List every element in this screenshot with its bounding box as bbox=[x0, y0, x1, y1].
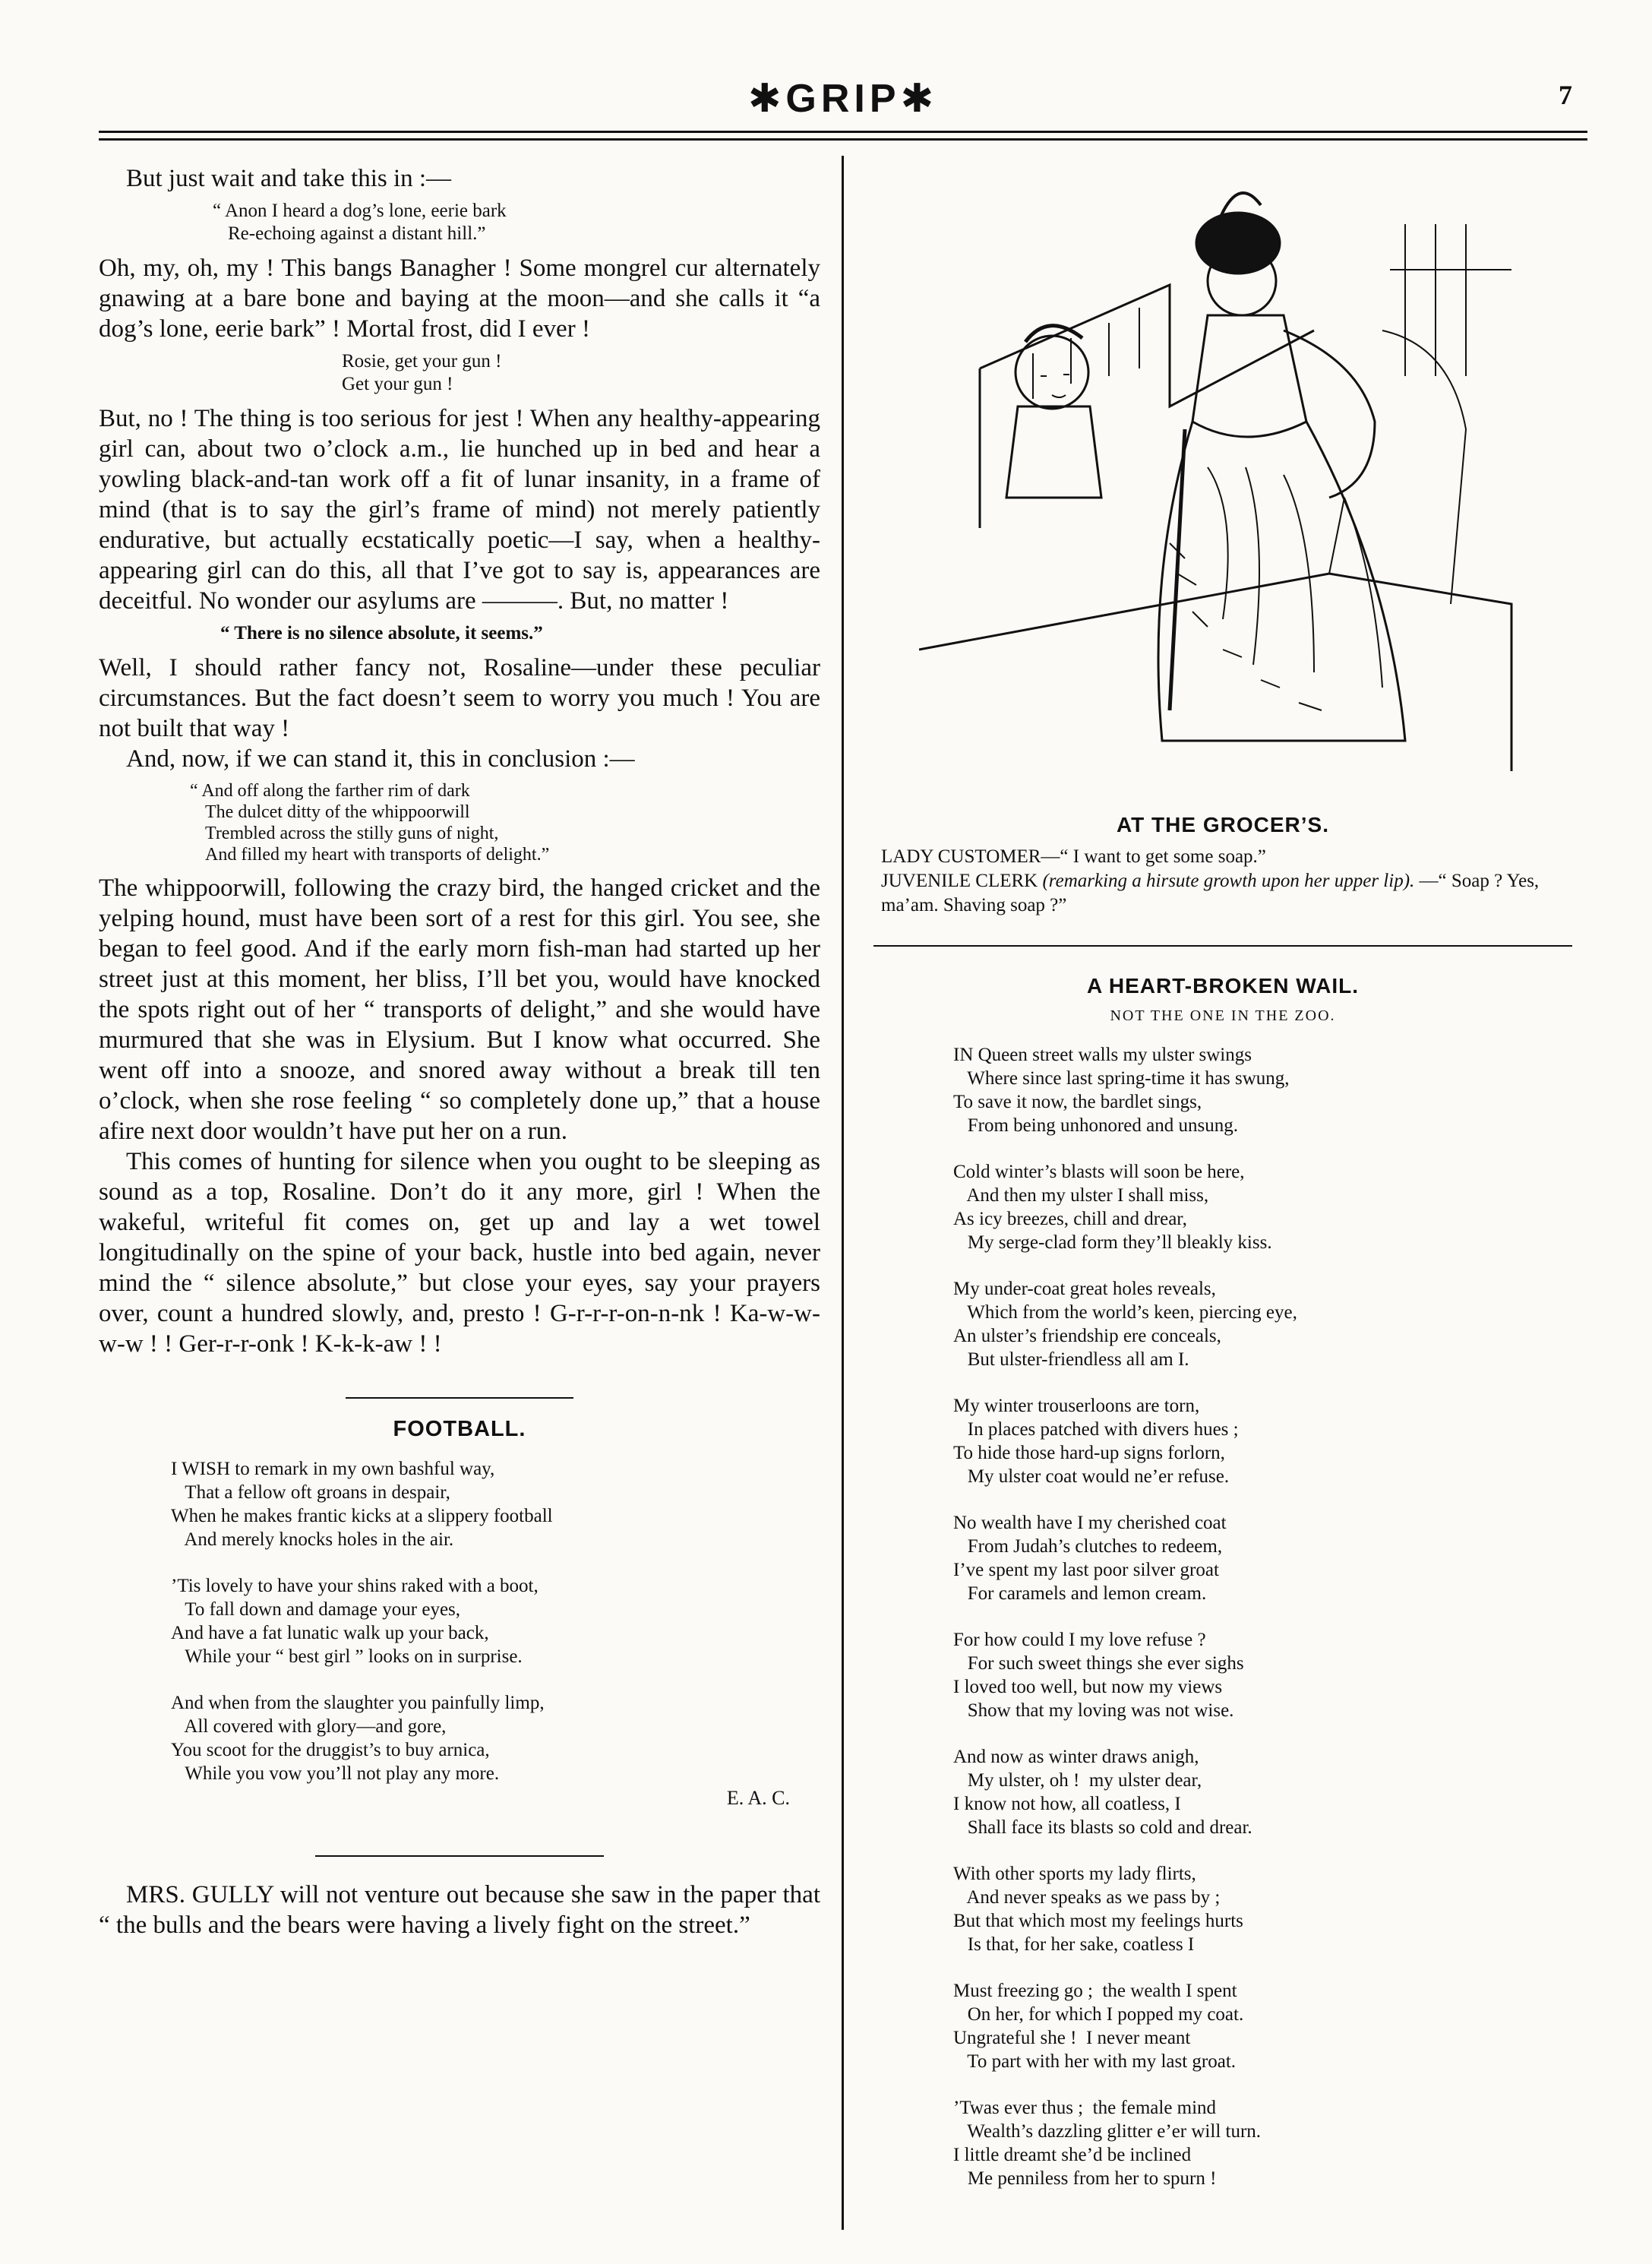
poem-line: IN Queen street walls my ulster swings bbox=[953, 1045, 1252, 1065]
gully-paragraph: MRS. GULLY will not venture out because she saw in the paper that “ the bulls and the bears were having a lively fight on the street.” bbox=[99, 1881, 820, 1939]
page-number: 7 bbox=[1559, 80, 1572, 110]
poem-line: On her, for which I popped my coat. bbox=[953, 2004, 1244, 2025]
poem-line: An ulster’s friendship ere conceals, bbox=[953, 1326, 1221, 1346]
poem-line: Me penniless from her to spurn ! bbox=[953, 2168, 1217, 2189]
poem-line: My under-coat great holes reveals, bbox=[953, 1279, 1216, 1299]
quote-line: And filled my heart with transports of delight.” bbox=[205, 845, 550, 865]
intro-text: But just wait and take this in :— bbox=[126, 165, 452, 192]
poem-line: Wealth’s dazzling glitter e’er will turn. bbox=[953, 2121, 1262, 2142]
poem-line: You scoot for the druggist’s to buy arnica, bbox=[171, 1740, 490, 1760]
poem-line: Shall face its blasts so cold and drear. bbox=[953, 1817, 1252, 1838]
poem-line: With other sports my lady flirts, bbox=[953, 1864, 1196, 1884]
poem-line: To part with her with my last groat. bbox=[953, 2051, 1237, 2072]
quote-line: “ And off along the farther rim of dark bbox=[190, 781, 470, 801]
paragraph-rosaline: Well, I should rather fancy not, Rosaline—under these peculiar circumstances. But the fact doesn’t seem to worry you much ! You are not built that way ! bbox=[99, 654, 820, 742]
section-rule bbox=[346, 1397, 573, 1399]
poem-line: My ulster coat would ne’er refuse. bbox=[953, 1466, 1230, 1487]
poem-stanza bbox=[953, 1277, 1580, 1371]
header-rule bbox=[99, 131, 1587, 133]
poem-line: For how could I my love refuse ? bbox=[953, 1630, 1206, 1650]
poem-line: To hide those hard-up signs forlorn, bbox=[953, 1443, 1225, 1463]
poem-stanza bbox=[953, 1745, 1580, 1839]
paragraph-hunting: This comes of hunting for silence when you ought to be sleeping as sound as a top, Rosaline. Don’t do it any more, girl ! When the wakeful, writeful fit comes on, get up and lay a wet towel longitudinally on the spine of your back, hustle into bed again, never mind the “ silence absolute,” but close your eyes, say your prayers over, count a hundred slowly, and, presto ! G-r-r-r-on-n-nk ! Ka-w-w-w-w ! ! Ger-r-r-onk ! K-k-k-aw ! ! bbox=[99, 1148, 820, 1358]
poem-line: My ulster, oh ! my ulster dear, bbox=[953, 1770, 1202, 1791]
poem-line: All covered with glory—and gore, bbox=[171, 1716, 447, 1737]
poem-line: Cold winter’s blasts will soon be here, bbox=[953, 1162, 1245, 1182]
poem-stanza bbox=[953, 1394, 1580, 1488]
masthead bbox=[99, 68, 1587, 121]
poem-line: And then my ulster I shall miss, bbox=[953, 1185, 1209, 1206]
poem-stanza bbox=[171, 1574, 820, 1668]
wail-heading: A HEART-BROKEN WAIL. bbox=[1086, 974, 1360, 998]
poem-stanza bbox=[171, 1457, 820, 1551]
quote-whippoorwill bbox=[190, 780, 820, 865]
poem-line: I little dreamt she’d be inclined bbox=[953, 2145, 1192, 2165]
poem-line: To fall down and damage your eyes, bbox=[171, 1599, 461, 1620]
poem-line: And when from the slaughter you painfully limp, bbox=[171, 1693, 545, 1713]
poem-line: Ungrateful she ! I never meant bbox=[953, 2028, 1191, 2048]
football-poem bbox=[171, 1457, 820, 1785]
poem-line: In places patched with divers hues ; bbox=[953, 1419, 1239, 1440]
quote-line: Re-echoing against a distant hill.” bbox=[228, 223, 486, 244]
caption-line bbox=[866, 869, 1580, 918]
football-signature: E. A. C. bbox=[726, 1787, 790, 1809]
column-divider bbox=[842, 156, 844, 2230]
paragraph-banagher: Oh, my, oh, my ! This bangs Banagher ! Some mongrel cur alternately gnawing at a bare bone and baying at the moon—and she calls it “a dog’s lone, eerie bark” ! Mortal frost, did I ever ! bbox=[99, 255, 820, 343]
poem-line: But ulster-friendless all am I. bbox=[953, 1349, 1189, 1370]
quote-line: Rosie, get your gun ! bbox=[342, 351, 502, 372]
poem-line: From Judah’s clutches to redeem, bbox=[953, 1536, 1223, 1557]
poem-stanza bbox=[953, 1628, 1580, 1722]
poem-stanza bbox=[171, 1691, 820, 1785]
poem-line: ’Tis lovely to have your shins raked with a boot, bbox=[171, 1576, 539, 1596]
poem-line: For caramels and lemon cream. bbox=[953, 1583, 1207, 1604]
quote-line: “ There is no silence absolute, it seems.” bbox=[220, 623, 543, 643]
cartoon-title: AT THE GROCER’S. bbox=[1117, 813, 1329, 836]
poem-line: And never speaks as we pass by ; bbox=[953, 1887, 1221, 1908]
poem-line: And have a fat lunatic walk up your back, bbox=[171, 1623, 489, 1643]
quote-rosie bbox=[342, 350, 820, 396]
header-rule-thin bbox=[99, 138, 1587, 141]
paragraph-conclusion: And, now, if we can stand it, this in conclusion :— bbox=[126, 745, 635, 773]
poem-line: And now as winter draws anigh, bbox=[953, 1747, 1199, 1767]
poem-line: To save it now, the bardlet sings, bbox=[953, 1092, 1202, 1112]
poem-stanza bbox=[953, 1043, 1580, 1137]
poem-line: When he makes frantic kicks at a slippery football bbox=[171, 1506, 553, 1526]
paragraph-serious: But, no ! The thing is too serious for jest ! When any healthy-appearing girl can, about two o’clock a.m., lie hunched up in bed and hear a yowling black-and-tan work off a fit of lunar insanity, in a frame of mind (that is to say the girl’s frame of mind) not merely patiently endurative, but actually ecstatically poetic—I say, when a healthy-appearing girl can do this, all that I’ve got to say is, appearances are deceitful. No wonder our asylums are ———. But, no matter ! bbox=[99, 405, 820, 615]
poem-line: I’ve spent my last poor silver groat bbox=[953, 1560, 1219, 1580]
quote-line: “ Anon I heard a dog’s lone, eerie bark bbox=[213, 201, 507, 221]
caption-quote: —“ Soap ? Yes, ma’am. Shaving soap ?” bbox=[881, 871, 1540, 915]
poem-line: Is that, for her sake, coatless I bbox=[953, 1934, 1195, 1955]
left-column bbox=[99, 163, 820, 1940]
paragraph-whippoorwill: The whippoorwill, following the crazy bird, the hanged cricket and the yelping hound, must have been sort of a rest for this girl. You see, she began to feel good. And if the early morn fish-man had started up her street just at this moment, her bliss, I’ll bet you, would have knocked the spots right out of her “ transports of delight,” and she would have murmured that she was in Elysium. But I know what occurred. She went off into a snooze, and snored away without a break till ten o’clock, when she rose feeling “ so completely done up,” that a house afire next door wouldn’t have put her on a run. bbox=[99, 874, 820, 1145]
poem-stanza bbox=[953, 1511, 1580, 1605]
quote-dog bbox=[213, 200, 820, 245]
poem-line: My winter trouserloons are torn, bbox=[953, 1396, 1200, 1416]
poem-line: And merely knocks holes in the air. bbox=[171, 1529, 454, 1550]
poem-line: For such sweet things she ever sighs bbox=[953, 1653, 1244, 1674]
poem-line: Must freezing go ; the wealth I spent bbox=[953, 1981, 1237, 2001]
quote-line: Get your gun ! bbox=[342, 374, 453, 394]
caption-line: LADY CUSTOMER—“ I want to get some soap.” bbox=[881, 846, 1266, 867]
poem-line: That a fellow oft groans in despair, bbox=[171, 1482, 450, 1503]
poem-line: I loved too well, but now my views bbox=[953, 1677, 1223, 1697]
caption-stage-direction: (remarking a hirsute growth upon her upper lip). bbox=[1042, 871, 1415, 891]
poem-stanza bbox=[953, 1862, 1580, 1956]
poem-line: I know not how, all coatless, I bbox=[953, 1794, 1181, 1814]
poem-line: From being unhonored and unsung. bbox=[953, 1115, 1238, 1136]
wail-subheading: NOT THE ONE IN THE ZOO. bbox=[1110, 1007, 1336, 1024]
poem-line: As icy breezes, chill and drear, bbox=[953, 1209, 1187, 1229]
quote-silence bbox=[220, 622, 820, 645]
grocer-illustration bbox=[919, 179, 1527, 771]
poem-line: But that which most my feelings hurts bbox=[953, 1911, 1243, 1931]
cartoon-caption bbox=[866, 845, 1580, 918]
poem-line: Where since last spring-time it has swung, bbox=[953, 1068, 1290, 1089]
football-heading: FOOTBALL. bbox=[393, 1417, 526, 1441]
poem-line: While your “ best girl ” looks on in surprise. bbox=[171, 1646, 523, 1667]
right-column bbox=[866, 163, 1580, 2190]
poem-line: My serge-clad form they’ll bleakly kiss. bbox=[953, 1232, 1272, 1253]
poem-line: No wealth have I my cherished coat bbox=[953, 1513, 1227, 1533]
poem-stanza bbox=[953, 1160, 1580, 1254]
section-rule bbox=[873, 945, 1572, 947]
poem-line: While you vow you’ll not play any more. bbox=[171, 1763, 500, 1784]
quote-line: Trembled across the stilly guns of night, bbox=[205, 824, 499, 843]
poem-line: I WISH to remark in my own bashful way, bbox=[171, 1459, 495, 1479]
poem-line: ’Twas ever thus ; the female mind bbox=[953, 2098, 1217, 2118]
poem-stanza bbox=[953, 2096, 1580, 2190]
poem-stanza bbox=[953, 1979, 1580, 2073]
poem-line: Show that my loving was not wise. bbox=[953, 1700, 1234, 1721]
quote-line: The dulcet ditty of the whippoorwill bbox=[205, 802, 470, 822]
caption-speaker: JUVENILE CLERK bbox=[881, 871, 1038, 891]
poem-line: Which from the world’s keen, piercing eye, bbox=[953, 1302, 1297, 1323]
wail-poem bbox=[953, 1043, 1580, 2190]
masthead-title: ✱GRIP✱ bbox=[747, 77, 939, 121]
section-rule bbox=[315, 1855, 604, 1857]
